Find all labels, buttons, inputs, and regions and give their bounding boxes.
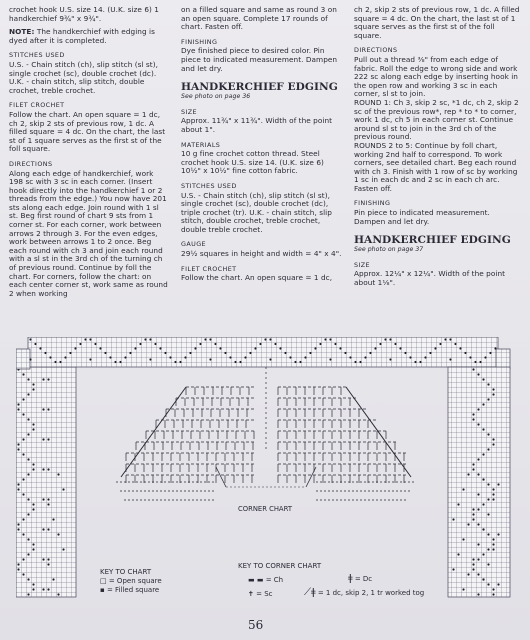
- filled-square-mark: [17, 488, 19, 490]
- filled-square-mark: [57, 473, 59, 475]
- filled-square-mark: [44, 352, 46, 354]
- filled-square-mark: [94, 343, 96, 345]
- filled-square-mark: [22, 438, 24, 440]
- filled-square-mark: [434, 347, 436, 349]
- finishing-heading: FINISHING: [181, 37, 218, 46]
- filled-square-mark: [89, 358, 91, 360]
- directions-heading: DIRECTIONS: [9, 159, 53, 168]
- filled-square-mark: [399, 347, 401, 349]
- size-text: Approx. 11¾" x 11¾". Width of the point about 1".: [181, 116, 333, 134]
- filled-square-mark: [394, 343, 396, 345]
- filled-square-mark: [27, 433, 29, 435]
- filled-square-mark: [189, 352, 191, 354]
- filled-square-mark: [49, 356, 51, 358]
- filled-square-mark: [477, 473, 479, 475]
- filled-square-mark: [22, 533, 24, 535]
- filled-square-mark: [457, 503, 459, 505]
- key-ch-label: = Ch: [265, 576, 284, 584]
- filled-square-mark: [487, 433, 489, 435]
- filled-square-mark: [494, 347, 496, 349]
- filled-square-mark: [289, 356, 291, 358]
- filled-square-mark: [47, 378, 49, 380]
- directions-text: Pull out a thread ⅜" from each edge of fabric. Roll the edge to wrong side and work 222 sc along each edge by inserting hook in the open row and working 3 sc in each corner, sl st to join.: [354, 54, 518, 99]
- filled-square-mark: [492, 388, 494, 390]
- filet-chart-top-edge: [16, 337, 510, 369]
- filled-square-mark: [27, 578, 29, 580]
- filled-square-mark: [209, 358, 211, 360]
- filled-square-mark: [209, 338, 211, 340]
- filled-square-mark: [42, 498, 44, 500]
- filled-square-mark: [369, 352, 371, 354]
- column-middle: [181, 6, 346, 288]
- filled-square-mark: [32, 428, 34, 430]
- filled-square-mark: [482, 378, 484, 380]
- corner-chart-label: CORNER CHART: [238, 505, 292, 513]
- filled-square-mark: [34, 343, 36, 345]
- filled-square-mark: [57, 593, 59, 595]
- filled-square-mark: [374, 347, 376, 349]
- note-label: NOTE:: [9, 27, 35, 37]
- filet-text: Follow the chart. An open square = 1 dc, ch 2, skip 2 sts of previous row, 1 dc. A filled square = 4 dc. On the chart, the last st of 1 square serves as the first st of the foll square.: [9, 109, 166, 154]
- filet-chart-left-edge: [16, 367, 76, 597]
- filled-square-mark: [472, 558, 474, 560]
- filled-square-mark: [439, 343, 441, 345]
- filled-square-mark: [379, 343, 381, 345]
- filled-square-mark: [424, 356, 426, 358]
- filled-square-mark: [472, 463, 474, 465]
- size-heading: SIZE: [181, 107, 197, 116]
- filled-square-mark: [204, 338, 206, 340]
- filled-square-mark: [42, 438, 44, 440]
- filled-square-mark: [22, 493, 24, 495]
- filled-square-mark: [54, 361, 56, 363]
- filled-square-mark: [329, 358, 331, 360]
- key-dc: [348, 574, 372, 584]
- filled-square-mark: [32, 548, 34, 550]
- filled-square-mark: [47, 468, 49, 470]
- filled-square-mark: [474, 361, 476, 363]
- filet-heading: FILET CROCHET: [9, 101, 65, 110]
- key-tr-label: = 1 dc, skip 2, 1 tr worked tog: [317, 589, 425, 597]
- grid-block: [16, 349, 30, 369]
- filled-square-mark: [27, 513, 29, 515]
- filled-square-mark: [149, 338, 151, 340]
- filled-square-mark: [32, 423, 34, 425]
- key-sc-label: = Sc: [256, 590, 273, 598]
- filled-square-mark: [229, 356, 231, 358]
- filled-square-mark: [497, 533, 499, 535]
- corner-chart-key: [238, 562, 508, 610]
- filled-square-mark: [22, 398, 24, 400]
- filled-square-mark: [199, 343, 201, 345]
- filled-square-mark: [477, 373, 479, 375]
- photo-reference: See photo on page 36: [181, 93, 251, 101]
- filled-square-mark: [42, 588, 44, 590]
- filled-square-mark: [299, 361, 301, 363]
- filled-square-mark: [389, 358, 391, 360]
- filled-square-mark: [42, 468, 44, 470]
- filled-square-mark: [472, 518, 474, 520]
- filled-square-mark: [444, 338, 446, 340]
- corner-chart-diagram: [116, 367, 416, 500]
- filled-square-mark: [269, 338, 271, 340]
- filled-square-mark: [472, 468, 474, 470]
- filled-square-mark: [144, 338, 146, 340]
- key-tr: [304, 588, 424, 598]
- filled-square-mark: [32, 468, 34, 470]
- filled-square-mark: [22, 373, 24, 375]
- filled-square-mark: [114, 361, 116, 363]
- filled-square-mark: [27, 378, 29, 380]
- chart-key-title: KEY TO CHART: [100, 568, 152, 576]
- filled-square-mark: [492, 493, 494, 495]
- filled-square-mark: [482, 428, 484, 430]
- filled-square-mark: [487, 448, 489, 450]
- grid-block: [28, 337, 498, 367]
- filled-square-mark: [17, 523, 19, 525]
- corner-key-title: KEY TO CORNER CHART: [238, 562, 322, 570]
- filled-square-mark: [32, 463, 34, 465]
- filled-square-mark: [492, 438, 494, 440]
- filled-square-mark: [174, 361, 176, 363]
- filet-heading: FILET CROCHET: [181, 264, 237, 273]
- filled-square-mark: [457, 553, 459, 555]
- stitches-text: U.S. - Chain stitch (ch), slip stitch (sl st), single crochet (sc), double crochet (dc), triple crochet (tr). U.K. - chain stitch, slip stitch, double crochet, treble crochet, double treble crochet.: [181, 190, 332, 234]
- section-title: HANDKERCHIEF EDGING: [354, 234, 511, 247]
- filled-square-mark: [47, 438, 49, 440]
- round-1-text: ROUND 1: Ch 3, skip 2 sc, *1 dc, ch 2, skip 2 sc of the previous row*, rep * to * to corner, work 1 dc, ch 5 in each corner st. Continue around sl st to join in the 3rd ch of the previous round.: [354, 97, 519, 142]
- chart-area: [16, 337, 516, 599]
- filled-square-mark: [62, 488, 64, 490]
- filled-square-mark: [22, 573, 24, 575]
- filled-square-mark: [472, 368, 474, 370]
- filled-square-mark: [487, 483, 489, 485]
- filled-square-mark: [179, 361, 181, 363]
- filled-square-mark: [42, 378, 44, 380]
- filled-square-mark: [482, 528, 484, 530]
- filled-square-mark: [449, 358, 451, 360]
- filled-square-mark: [99, 347, 101, 349]
- finishing-text: Dye finished piece to desired color. Pin piece to indicated measurement. Dampen and let dry.: [181, 46, 338, 73]
- filled-square-mark: [254, 347, 256, 349]
- filled-square-mark: [22, 453, 24, 455]
- filled-square-mark: [477, 523, 479, 525]
- filled-square-mark: [452, 518, 454, 520]
- filled-square-mark: [314, 347, 316, 349]
- filled-square-mark: [149, 358, 151, 360]
- note: [9, 28, 169, 45]
- key-sc: [248, 590, 273, 599]
- filled-square-mark: [484, 356, 486, 358]
- chart-stitch-line: [121, 387, 186, 477]
- filled-square-mark: [109, 356, 111, 358]
- filled-square-mark: [264, 338, 266, 340]
- filled-square-mark: [139, 343, 141, 345]
- filled-square-mark: [279, 347, 281, 349]
- filled-square-mark: [42, 408, 44, 410]
- filet-chart-diagram: [16, 337, 516, 599]
- chart-stitch-line: [216, 467, 226, 487]
- directions-text: Along each edge of handkerchief, work 198 sc with 3 sc in each corner. (Insert hook directly into the handkerchief 1 or 2 threads from the edge.) You now have 201 sts along each edge. Join round with 1 sl st. Beg first round of chart 9 sts from 1 corner st. For each corner, work between arrows 2 through 3. For the even edges, work between arrows 1 to 2 once. Beg each round with ch 3 and join each round with a sl st in the 3rd ch of the turning ch of previous round. Continue by foll the chart. For corners, follow the chart: on each center corner st, work same as round 2 when working: [9, 168, 168, 298]
- filled-square-mark: [22, 558, 24, 560]
- filled-square-mark: [492, 443, 494, 445]
- filled-square-mark: [42, 528, 44, 530]
- filled-square-mark: [492, 548, 494, 550]
- filled-square-mark: [364, 356, 366, 358]
- filled-square-mark: [274, 343, 276, 345]
- filled-square-mark: [324, 338, 326, 340]
- filled-square-mark: [477, 508, 479, 510]
- chain-symbol-icon: ▬ ▬: [248, 576, 264, 584]
- gauge-text: 29½ squares in height and width = 4" x 4".: [181, 249, 342, 259]
- size-heading: SIZE: [354, 260, 370, 269]
- filled-square-mark: [449, 338, 451, 340]
- note-text: The handkerchief with edging is dyed after it is completed.: [9, 27, 155, 45]
- intro-text: crochet hook U.S. size 14. (U.K. size 6) 1 handkerchief 9¾" x 9¾".: [9, 5, 159, 23]
- filled-square-mark: [154, 343, 156, 345]
- filled-square-mark: [22, 518, 24, 520]
- filled-square-mark: [404, 352, 406, 354]
- filled-square-mark: [27, 593, 29, 595]
- filled-square-mark: [64, 356, 66, 358]
- filled-square-mark: [159, 347, 161, 349]
- intro-text: on a filled square and same as round 3 on an open square. Complete 17 rounds of chart. Fasten off.: [181, 5, 337, 32]
- key-dc-label: = Dc: [354, 575, 373, 583]
- stitches-heading: STITCHES USED: [181, 181, 237, 190]
- filled-square-mark: [259, 343, 261, 345]
- filled-square-mark: [39, 347, 41, 349]
- filled-square-mark: [339, 347, 341, 349]
- key-open-square: □ = Open square: [100, 577, 162, 585]
- filled-square-mark: [69, 352, 71, 354]
- filled-square-mark: [492, 538, 494, 540]
- filled-square-mark: [27, 498, 29, 500]
- filled-square-mark: [479, 361, 481, 363]
- key-ch: [248, 576, 283, 585]
- filled-square-mark: [482, 503, 484, 505]
- filled-square-mark: [47, 528, 49, 530]
- filled-square-mark: [467, 523, 469, 525]
- key-filled-square: ▪ = Filled square: [100, 586, 160, 594]
- filled-square-mark: [304, 356, 306, 358]
- filled-square-mark: [29, 338, 31, 340]
- chart-stitch-line: [346, 387, 411, 477]
- filled-square-mark: [27, 473, 29, 475]
- filled-square-mark: [482, 453, 484, 455]
- stitches-text: U.S. - Chain stitch (ch), slip stitch (sl st), single crochet (sc), double crochet (dc). U.K. - chain stitch, slip stitch, double crochet, treble crochet.: [9, 59, 158, 95]
- filled-square-mark: [47, 408, 49, 410]
- filled-square-mark: [294, 361, 296, 363]
- filled-square-mark: [17, 528, 19, 530]
- photo-reference: See photo on page 37: [354, 246, 424, 254]
- filled-square-mark: [249, 352, 251, 354]
- filled-square-mark: [32, 388, 34, 390]
- filled-square-mark: [462, 488, 464, 490]
- chart-stitch-line: [306, 467, 316, 487]
- filled-square-mark: [459, 347, 461, 349]
- filled-square-mark: [389, 338, 391, 340]
- filled-square-mark: [319, 343, 321, 345]
- filled-square-mark: [477, 408, 479, 410]
- filled-square-mark: [57, 533, 59, 535]
- filled-square-mark: [492, 498, 494, 500]
- worked-together-symbol-icon: ⟋ǂ: [304, 587, 316, 598]
- filled-square-mark: [344, 352, 346, 354]
- filled-square-mark: [477, 543, 479, 545]
- intro-text: ch 2, skip 2 sts of previous row, 1 dc. A filled square = 4 dc. On the chart, the last st of 1 square serves as the first st of the foll square.: [354, 5, 520, 40]
- filled-square-mark: [419, 361, 421, 363]
- section-title: HANDKERCHIEF EDGING: [181, 81, 338, 94]
- filled-square-mark: [47, 558, 49, 560]
- filled-square-mark: [47, 563, 49, 565]
- filled-square-mark: [27, 553, 29, 555]
- filled-square-mark: [27, 458, 29, 460]
- finishing-text: Pin piece to indicated measurement. Dampen and let dry.: [354, 208, 490, 226]
- size-text: Approx. 12¼" x 12¼". Width of the point about 1⅛".: [354, 269, 506, 288]
- filled-square-mark: [414, 361, 416, 363]
- materials-text: 10 g fine crochet cotton thread. Steel crochet hook U.S. size 14. (U.K. size 6) 10½" x 10½" fine cotton fabric.: [181, 149, 324, 176]
- filled-square-mark: [492, 543, 494, 545]
- filled-square-mark: [477, 458, 479, 460]
- filled-square-mark: [17, 568, 19, 570]
- filled-square-mark: [17, 563, 19, 565]
- filled-square-mark: [239, 361, 241, 363]
- filled-square-mark: [454, 343, 456, 345]
- filled-square-mark: [32, 508, 34, 510]
- filled-square-mark: [194, 347, 196, 349]
- directions-heading: DIRECTIONS: [354, 46, 398, 55]
- filled-square-mark: [492, 393, 494, 395]
- filled-square-mark: [119, 361, 121, 363]
- filled-square-mark: [219, 347, 221, 349]
- filled-square-mark: [29, 358, 31, 360]
- grid-block: [496, 349, 510, 369]
- filled-square-mark: [134, 347, 136, 349]
- filled-square-mark: [27, 418, 29, 420]
- filled-square-mark: [354, 361, 356, 363]
- filled-square-mark: [284, 352, 286, 354]
- filled-square-mark: [32, 383, 34, 385]
- page-number: 56: [248, 618, 264, 632]
- filled-square-mark: [487, 398, 489, 400]
- filled-square-mark: [409, 356, 411, 358]
- filled-square-mark: [469, 356, 471, 358]
- filled-square-mark: [472, 513, 474, 515]
- filled-square-mark: [269, 358, 271, 360]
- filled-square-mark: [79, 343, 81, 345]
- column-right: [354, 6, 522, 293]
- filled-square-mark: [62, 548, 64, 550]
- materials-heading: MATERIALS: [181, 140, 221, 149]
- filled-square-mark: [467, 473, 469, 475]
- filled-square-mark: [59, 361, 61, 363]
- filled-square-mark: [329, 338, 331, 340]
- filled-square-mark: [472, 418, 474, 420]
- column-left: [9, 6, 169, 303]
- filled-square-mark: [124, 356, 126, 358]
- filled-square-mark: [17, 408, 19, 410]
- filled-square-mark: [17, 483, 19, 485]
- double-crochet-symbol-icon: ǂ: [348, 573, 353, 584]
- chart-key: [100, 568, 162, 595]
- filled-square-mark: [384, 338, 386, 340]
- filled-square-mark: [184, 356, 186, 358]
- filled-square-mark: [47, 503, 49, 505]
- filled-square-mark: [429, 352, 431, 354]
- filled-square-mark: [482, 553, 484, 555]
- filled-square-mark: [32, 543, 34, 545]
- filled-square-mark: [477, 558, 479, 560]
- rounds-2-5-text: ROUNDS 2 to 5: Continue by foll chart, working 2nd half to correspond. To work corners, see detailed chart. Beg each round with ch 3. Finish with 1 row of sc by working 1 sc in each dc and 2 sc in each ch arc. Fasten off.: [354, 140, 518, 193]
- filled-square-mark: [334, 343, 336, 345]
- filled-square-mark: [487, 548, 489, 550]
- filled-square-mark: [487, 533, 489, 535]
- filled-square-mark: [84, 338, 86, 340]
- filled-square-mark: [482, 478, 484, 480]
- filled-square-mark: [32, 503, 34, 505]
- filet-text: Follow the chart. An open square = 1 dc,: [181, 273, 333, 283]
- filled-square-mark: [74, 347, 76, 349]
- filled-square-mark: [32, 583, 34, 585]
- stitches-heading: STITCHES USED: [9, 51, 65, 60]
- gauge-heading: GAUGE: [181, 240, 206, 249]
- filled-square-mark: [169, 356, 171, 358]
- filled-square-mark: [22, 413, 24, 415]
- filled-square-mark: [477, 423, 479, 425]
- filled-square-mark: [349, 356, 351, 358]
- filled-square-mark: [492, 488, 494, 490]
- filled-square-mark: [472, 413, 474, 415]
- single-crochet-symbol-icon: ✝: [248, 590, 254, 598]
- filled-square-mark: [482, 403, 484, 405]
- filled-square-mark: [224, 352, 226, 354]
- filled-square-mark: [244, 356, 246, 358]
- filled-square-mark: [17, 448, 19, 450]
- filled-square-mark: [489, 352, 491, 354]
- filled-square-mark: [17, 443, 19, 445]
- filled-square-mark: [129, 352, 131, 354]
- filled-square-mark: [359, 361, 361, 363]
- filled-square-mark: [47, 588, 49, 590]
- filled-square-mark: [477, 493, 479, 495]
- filled-square-mark: [497, 483, 499, 485]
- filled-square-mark: [27, 538, 29, 540]
- filled-square-mark: [27, 393, 29, 395]
- grid-block: [16, 367, 76, 597]
- filled-square-mark: [89, 338, 91, 340]
- filled-square-mark: [472, 508, 474, 510]
- filled-square-mark: [464, 352, 466, 354]
- filled-square-mark: [52, 518, 54, 520]
- filled-square-mark: [17, 403, 19, 405]
- filled-square-mark: [214, 343, 216, 345]
- filled-square-mark: [462, 538, 464, 540]
- filled-square-mark: [22, 478, 24, 480]
- filled-square-mark: [164, 352, 166, 354]
- filled-square-mark: [487, 498, 489, 500]
- filled-square-mark: [234, 361, 236, 363]
- filled-square-mark: [32, 588, 34, 590]
- filled-square-mark: [487, 383, 489, 385]
- filled-square-mark: [47, 498, 49, 500]
- filled-square-mark: [42, 558, 44, 560]
- filled-square-mark: [52, 578, 54, 580]
- filled-square-mark: [104, 352, 106, 354]
- filled-square-mark: [309, 352, 311, 354]
- filled-square-mark: [487, 513, 489, 515]
- finishing-heading: FINISHING: [354, 199, 391, 208]
